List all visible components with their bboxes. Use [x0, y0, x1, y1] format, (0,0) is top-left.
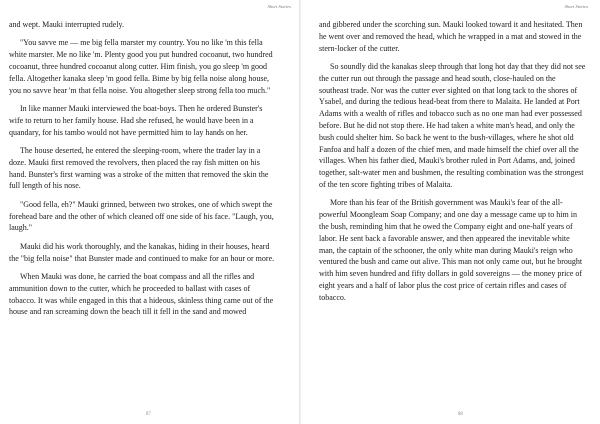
running-head-left: Short Stories: [267, 4, 291, 9]
paragraph: When Mauki was done, he carried the boat compass and all the rifles and ammunition down to the cutter, which he proceeded to ballast with cases of tobacco. It was while engaged in this that a hideous, skinless thing came out of the house and ran screaming down the beach till it fell in the sand and mowed: [9, 271, 274, 317]
paragraph: Mauki did his work thoroughly, and the kanakas, hiding in their houses, heard the "big fella noise" that Bunster made and continued to make for an hour or more.: [9, 241, 275, 263]
right-page-body: [319, 19, 586, 310]
right-page: [300, 0, 600, 424]
running-head-right: Short Stories: [564, 4, 588, 9]
page-number-left: 87: [146, 412, 151, 417]
paragraph: So soundly did the kanakas sleep through that long hot day that they did not see the cutter run out through the passage and head south, close-hauled on the southeast trade. Nor was the cutter ever sighted on that long tack to the shores of Ysabel, and during the tedious head-beat from there to Malaita. He landed at Port Adams with a wealth of rifles and tobacco such as no one man had ever possessed before. But he did not stop there. He had taken a white man's head, and only the bush could shelter him. So back he went to the bush-villages, where he shot old Fanfoa and half a dozen of the chief men, and made himself the chief over all the villages. When his father died, Mauki's brother ruled in Port Adams, and, joined together, salt-water men and bushmen, the resulting combination was the strongest of the ten score fighting tribes of Malaita.: [319, 61, 586, 189]
paragraph: The house deserted, he entered the sleeping-room, where the trader lay in a doze. Mauki first removed the revolvers, then placed the ray fish mitten on his hand. Bunster's first warning was a stroke of the mitten that removed the skin the full length of his nose.: [9, 145, 269, 191]
paragraph: and gibbered under the scorching sun. Mauki looked toward it and hesitated. Then he went over and removed the head, which he wrapped in a mat and stowed in the stern-locker of the cutter.: [319, 20, 583, 53]
paragraph: More than his fear of the British government was Mauki's fear of the all-powerful Moongleam Soap Company; and one day a message came up to him in the bush, reminding him that he owed the Company eight and one-half years of labor. He sent back a favorable answer, and then appeared the inevitable white man, the captain of the schooner, the only white man during Mauki's reign who ventured the bush and came out alive. This man not only came out, but he brought with him seven hundred and fifty dollars in gold sovereigns — the money price of eight years and a half of labor plus the cost price of certain rifles and cases of tobacco.: [319, 198, 583, 302]
paragraph: and wept. Mauki interrupted rudely.: [9, 20, 125, 29]
paragraph: "You savve me — me big fella marster my country. You no like 'm this fella white marster. Me no like 'm. Plenty good you put hundred cocoanut, two hundred cocoanut, three hundred cocoanut along cutter. Him finish, you go sleep 'm good fella. Altogether kanaka sleep 'm good fella. Bime by big fella noise along house, you no savve hear 'm that fella noise. You altogether sleep strong fella too much.": [9, 38, 273, 95]
paragraph: "Good fella, eh?" Mauki grinned, between two strokes, one of which swept the forehead bare and the other of which cleaned off one side of his face. "Laugh, you, laugh.": [9, 199, 274, 233]
page-number-right: 88: [458, 412, 463, 417]
left-page-body: [9, 19, 276, 325]
paragraph: In like manner Mauki interviewed the boat-boys. Then he ordered Bunster's wife to return to her family house. Had she refused, he would have been in a quandary, for his tambo would not have permitted him to lay hands on her.: [9, 103, 263, 137]
